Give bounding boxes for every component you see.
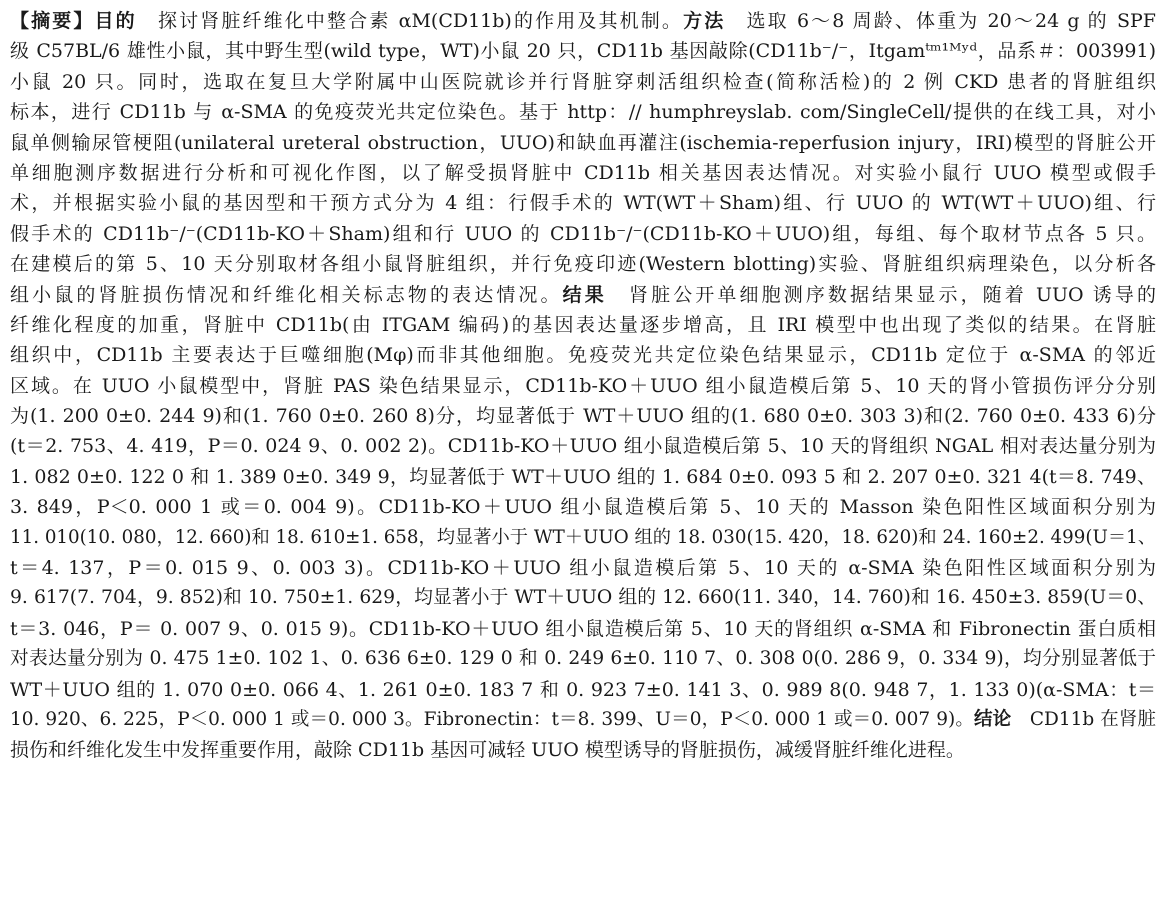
abstract-line [10,67,1156,97]
line-text: 肾脏公开单细胞测序数据结果显示，随着 UUO 诱导的 [606,283,1156,306]
line-text: 区域。在 UUO 小鼠模型中，肾脏 PAS 染色结果显示，CD11b-KO＋UUO 组小鼠造模后第 5、10 天的肾小管损伤评分分别 [10,374,1156,397]
abstract-line [10,462,1156,492]
line-text: 纤维化程度的加重，肾脏中 CD11b(由 ITGAM 编码)的基因表达量逐步增高，且 IRI 模型中也出现了类似的结果。在肾脏 [10,313,1156,336]
line-text: 单细胞测序数据进行分析和可视化作图，以了解受损肾脏中 CD11b 相关基因表达情况。对实验小鼠行 UUO 模型或假手 [10,161,1156,184]
abstract-line [10,583,1156,613]
line-text: WT＋UUO 组的 1. 070 0±0. 066 4、1. 261 0±0. 183 7 和 0. 923 7±0. 141 3、0. 989 8(0. 948 7，1. 133 0)(α-SMA：t＝ [10,678,1156,701]
abstract-line [10,675,1156,705]
abstract-line [10,158,1156,188]
line-text: 探讨肾脏纤维化中整合素 αM(CD11b)的作用及其机制。 [136,10,684,32]
section-label-methods: 方法 [683,10,726,32]
abstract-line [10,644,1156,674]
line-text: 组小鼠的肾脏损伤情况和纤维化相关标志物的表达情况。 [10,283,563,306]
line-text: 对表达量分别为 0. 475 1±0. 102 1、0. 636 6±0. 129 0 和 0. 249 6±0. 110 7、0. 308 0(0. 286 9，0. 334 9)，均分别显著低于 [10,648,1156,670]
line-text: 标本，进行 CD11b 与 α-SMA 的免疫荧光共定位染色。基于 http：// humphreyslab. com/SingleCell/提供的在线工具，对小 [10,101,1156,124]
abstract-line [10,553,1156,583]
section-label-conclusion: 结论 [973,708,1012,730]
abstract-line [10,735,1156,765]
section-label-objective: 目的 [94,10,137,32]
section-label-results: 结果 [562,283,607,306]
line-text: 在建模后的第 5、10 天分别取材各组小鼠肾脏组织，并行免疫印迹(Western blotting)实验、肾脏组织病理染色，以分析各 [10,253,1156,276]
abstract-line [10,6,1156,36]
line-text: 损伤和纤维化发生中发挥重要作用，敲除 CD11b 基因可减轻 UUO 模型诱导的肾脏损伤，减缓肾脏纤维化进程。 [10,739,965,762]
line-text: t＝4. 137，P＝0. 015 9、0. 003 3)。CD11b-KO＋UUO 组小鼠造模后第 5、10 天的 α-SMA 染色阳性区域面积分别为 [10,557,1156,580]
abstract-line [10,249,1156,279]
abstract-line [10,431,1156,461]
line-text: 10. 920、6. 225，P＜0. 000 1 或＝0. 000 3。Fibronectin：t＝8. 399、U＝0，P＜0. 000 1 或＝0. 007 9)。 [10,708,974,730]
abstract-line [10,401,1156,431]
line-text: 组织中，CD11b 主要表达于巨噬细胞(Mφ)而非其他细胞。免疫荧光共定位染色结果显示，CD11b 定位于 α-SMA 的邻近 [10,344,1156,367]
line-text: (t＝2. 753、4. 419，P＝0. 024 9、0. 002 2)。CD11b-KO＋UUO 组小鼠造模后第 5、10 天的肾组织 NGAL 相对表达量分别为 [10,435,1156,458]
abstract-line [10,310,1156,340]
abstract-line [10,219,1156,249]
abstract-heading: 【摘要】 [10,10,95,32]
abstract-line [10,492,1156,522]
abstract-line [10,280,1156,310]
abstract-line [10,705,1156,735]
line-text: 术，并根据实验小鼠的基因型和干预方式分为 4 组：行假手术的 WT(WT＋Sham)组、行 UUO 的 WT(WT＋UUO)组、行 [10,192,1156,215]
abstract-line [10,340,1156,370]
line-text: 3. 849，P＜0. 000 1 或＝0. 004 9)。CD11b-KO＋UUO 组小鼠造模后第 5、10 天的 Masson 染色阳性区域面积分别为 [10,496,1156,519]
abstract-line [10,614,1156,644]
line-text: 9. 617(7. 704，9. 852)和 10. 750±1. 629，均显著小于 WT＋UUO 组的 12. 660(11. 340，14. 760)和 16. 450±3. 859(U＝0、 [10,587,1156,609]
line-text: 1. 082 0±0. 122 0 和 1. 389 0±0. 349 9，均显著低于 WT＋UUO 组的 1. 684 0±0. 093 5 和 2. 207 0±0. 321 4(t＝8. 749、 [10,465,1156,488]
line-text: 小鼠 20 只。同时，选取在复旦大学附属中山医院就诊并行肾脏穿刺活组织检查(简称活检)的 2 例 CKD 患者的肾脏组织 [10,70,1156,93]
abstract-line [10,36,1156,66]
abstract-line [10,188,1156,218]
line-text: 11. 010(10. 080，12. 660)和 18. 610±1. 658，均显著小于 WT＋UUO 组的 18. 030(15. 420，18. 620)和 24. 160±2. 499(U＝1、 [10,526,1156,548]
line-text: 选取 6～8 周龄、体重为 20～24 g 的 SPF [725,10,1156,32]
line-text: 假手术的 CD11b⁻/⁻(CD11b-KO＋Sham)组和行 UUO 的 CD11b⁻/⁻(CD11b-KO＋UUO)组，每组、每个取材节点各 5 只。 [10,222,1156,245]
abstract-line [10,523,1156,553]
line-text: t＝3. 046，P＝ 0. 007 9、0. 015 9)。CD11b-KO＋UUO 组小鼠造模后第 5、10 天的肾组织 α-SMA 和 Fibronectin 蛋白质相 [10,617,1156,640]
line-text: 为(1. 200 0±0. 244 9)和(1. 760 0±0. 260 8)分，均显著低于 WT＋UUO 组的(1. 680 0±0. 303 3)和(2. 760 0±0. 433 6)分 [10,405,1156,428]
line-text: CD11b 在肾脏 [1011,708,1156,730]
line-text: 级 C57BL/6 雄性小鼠，其中野生型(wild type，WT)小鼠 20 只，CD11b 基因敲除(CD11b⁻/⁻，Itgamᵗᵐ¹ᴹʸᵈ，品系＃：003991) [10,40,1156,63]
abstract-line [10,97,1156,127]
line-text: 鼠单侧输尿管梗阻(unilateral ureteral obstruction，UUO)和缺血再灌注(ischemia-reperfusion injury，IRI)模型的肾脏公开 [10,131,1156,154]
abstract-line [10,128,1156,158]
abstract-block [10,6,1156,766]
abstract-line [10,371,1156,401]
